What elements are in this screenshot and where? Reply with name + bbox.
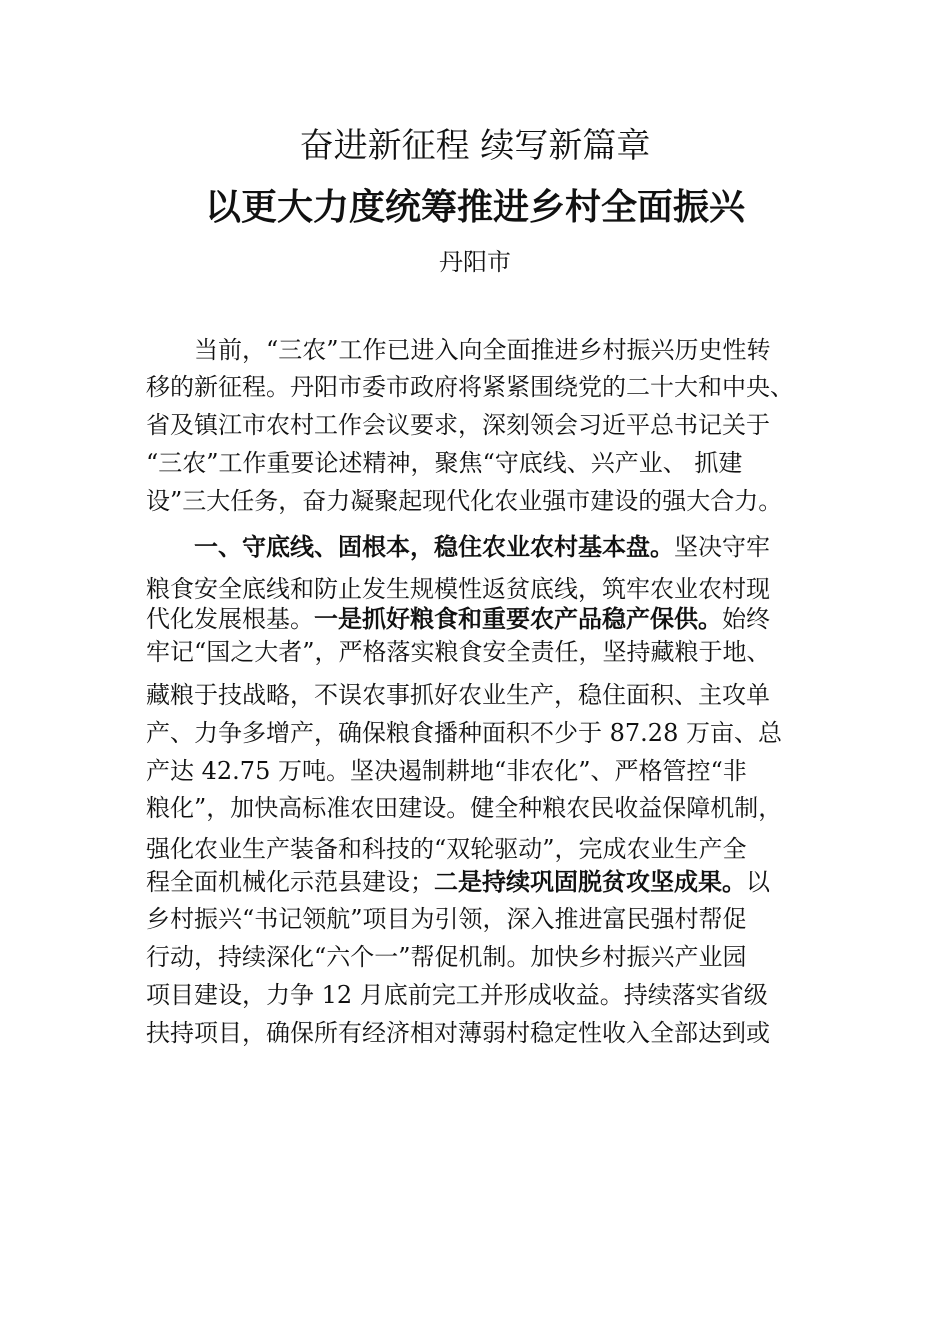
- text-line: 设”三大任务，奋力凝聚起现代化农业强市建设的强大合力。: [146, 487, 783, 515]
- text-line: “三农”工作重要论述精神，聚焦“守底线、兴产业、 抓建: [146, 449, 743, 477]
- author: 丹阳市: [439, 248, 511, 276]
- text-run: 代化发展根基。: [146, 605, 314, 633]
- text-run: 坚决守牢: [674, 533, 770, 561]
- text-line: 产达 42.75 万吨。坚决遏制耕地“非农化”、严格管控“非: [146, 757, 747, 785]
- text-line: 藏粮于技战略，不误农事抓好农业生产，稳住面积、主攻单: [146, 681, 770, 709]
- text-line: [194, 531, 770, 563]
- point-heading: 一是抓好粮食和重要农产品稳产保供。: [314, 605, 722, 633]
- text-run: 以: [746, 868, 770, 896]
- section-heading: 一、守底线、固根本，稳住农业农村基本盘。: [194, 532, 674, 561]
- text-line: 扶持项目，确保所有经济相对薄弱村稳定性收入全部达到或: [146, 1019, 770, 1047]
- title-line-1: 奋进新征程 续写新篇章: [299, 126, 651, 166]
- text-line: [146, 866, 770, 898]
- text-line: 乡村振兴“书记领航”项目为引领，深入推进富民强村帮促: [146, 905, 747, 933]
- text-line: 省及镇江市农村工作会议要求，深刻领会习近平总书记关于: [146, 411, 770, 439]
- text-line: 粮食安全底线和防止发生规模性返贫底线，筑牢农业农村现: [146, 575, 770, 603]
- text-line: 产、力争多增产，确保粮食播种面积不少于 87.28 万亩、总: [146, 719, 782, 747]
- text-run: 始终: [722, 605, 770, 633]
- title-line-2: 以更大力度统筹推进乡村全面振兴: [204, 187, 745, 228]
- text-line: 强化农业生产装备和科技的“双轮驱动”，完成农业生产全: [146, 835, 747, 863]
- text-line: 项目建设，力争 12 月底前完工并形成收益。持续落实省级: [146, 981, 768, 1009]
- text-line: 粮化”，加快高标准农田建设。健全种粮农民收益保障机制，: [146, 794, 783, 822]
- point-heading: 二是持续巩固脱贫攻坚成果。: [434, 868, 746, 896]
- text-line: 行动，持续深化“六个一”帮促机制。加快乡村振兴产业园: [146, 943, 747, 971]
- text-line: 移的新征程。丹阳市委市政府将紧紧围绕党的二十大和中央、: [146, 373, 794, 401]
- text-line: 当前，“三农”工作已进入向全面推进乡村振兴历史性转: [194, 336, 771, 364]
- text-line: [146, 603, 770, 635]
- text-line: 牢记“国之大者”，严格落实粮食安全责任，坚持藏粮于地、: [146, 638, 771, 666]
- text-run: 程全面机械化示范县建设；: [146, 868, 434, 896]
